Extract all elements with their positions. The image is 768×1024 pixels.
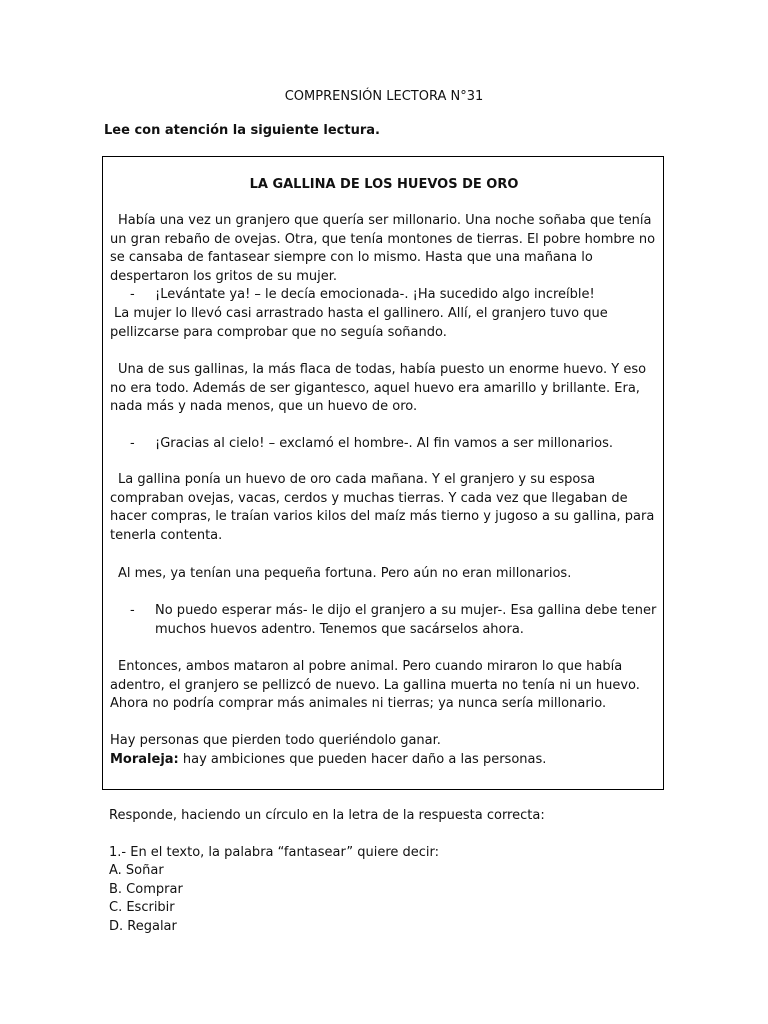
option-b[interactable]: B. Comprar	[109, 882, 183, 897]
questions-instruction: Responde, haciendo un círculo en la letra de la respuesta correcta:	[109, 808, 545, 823]
story-paragraph-7: Hay personas que pierden todo queriéndolo ganar. Moraleja: hay ambiciones que pueden hacer daño a las personas.	[110, 732, 660, 769]
question-1: 1.- En el texto, la palabra “fantasear” quiere decir:	[109, 845, 440, 860]
story-paragraph-5: Al mes, ya tenían una pequeña fortuna. Pero aún no eran millonarios.	[118, 566, 572, 581]
reading-instruction: Lee con atención la siguiente lectura.	[104, 123, 380, 138]
option-d[interactable]: D. Regalar	[109, 919, 177, 934]
story-paragraph-3: Una de sus gallinas, la más flaca de todas, había puesto un enorme huevo. Y eso no era todo. Además de ser gigantesco, aquel huevo era amarillo y brillante. Era, nada más y nada menos, que un huevo de oro.	[110, 362, 647, 414]
dialogue-1: ¡Levántate ya! – le decía emocionada-. ¡Ha sucedido algo increíble!	[155, 287, 595, 302]
moral-line	[110, 751, 660, 770]
dialogue-3: No puedo esperar más- le dijo el granjero a su mujer-. Esa gallina debe tener muchos huevos adentro. Tenemos que sacárselos ahora.	[155, 603, 657, 637]
dialogue-dash: -	[130, 603, 135, 618]
moral-text: hay ambiciones que pueden hacer daño a las personas.	[178, 751, 547, 767]
page-title: COMPRENSIÓN LECTORA N°31	[284, 89, 484, 104]
option-a[interactable]: A. Soñar	[109, 863, 164, 878]
dialogue-dash: -	[130, 436, 135, 451]
option-c[interactable]: C. Escribir	[109, 900, 175, 915]
story-title: LA GALLINA DE LOS HUEVOS DE ORO	[249, 177, 519, 192]
story-paragraph-6: Entonces, ambos mataron al pobre animal. Pero cuando miraron lo que había adentro, el granjero se pellizcó de nuevo. La gallina muerta no tenía ni un huevo. Ahora no podría comprar más animales ni tierras; ya nunca sería millonario.	[110, 659, 640, 711]
story-paragraph-4: La gallina ponía un huevo de oro cada mañana. Y el granjero y su esposa compraban ovejas, vacas, cerdos y muchas tierras. Y cada vez que llegaban de hacer compras, le traían varios kilos del maíz más tierno y jugoso a su gallina, para tenerla contenta.	[110, 472, 655, 543]
moral-label: Moraleja:	[110, 751, 179, 767]
story-paragraph-1: Había una vez un granjero que quería ser millonario. Una noche soñaba que tenía un gran rebaño de ovejas. Otra, que tenía montones de tierras. El pobre hombre no se cansaba de fantasear siempre con lo mismo. Hasta que una mañana lo despertaron los gritos de su mujer.	[110, 213, 656, 284]
story-paragraph-2: La mujer lo llevó casi arrastrado hasta el gallinero. Allí, el granjero tuvo que pellizcarse para comprobar que no seguía soñando.	[110, 306, 608, 340]
dialogue-dash: -	[130, 287, 135, 302]
dialogue-2: ¡Gracias al cielo! – exclamó el hombre-. Al fin vamos a ser millonarios.	[155, 436, 614, 451]
